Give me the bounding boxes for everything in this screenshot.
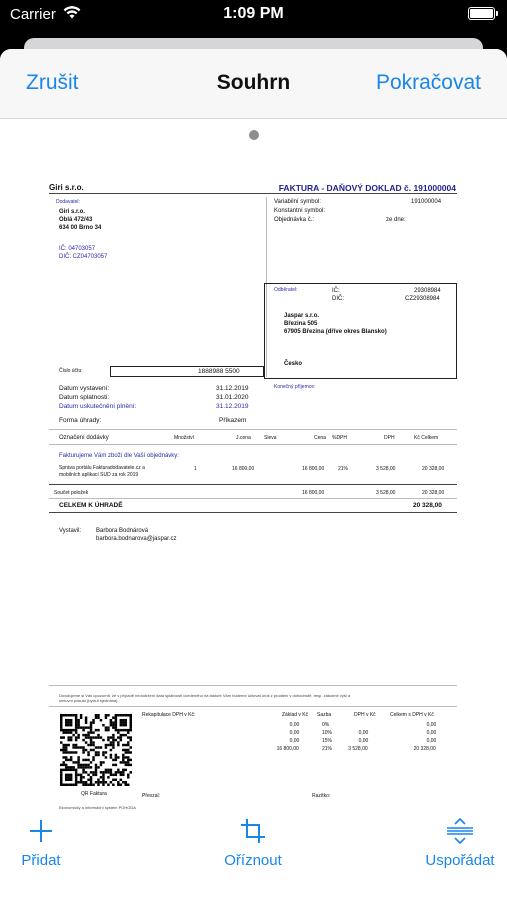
vat-recap-header: Základ v Kč	[282, 712, 309, 718]
crop-icon	[213, 818, 293, 848]
customer-ic: 29308984	[414, 288, 441, 294]
vat-recap-cell: 16 800,00	[276, 746, 299, 752]
col-vat: DPH	[384, 435, 395, 441]
supplier-city: 634 00 Brno 34	[59, 225, 102, 231]
issued-by-name: Barbora Bodnárová	[96, 528, 149, 534]
vat-recap-cell: 15%	[322, 738, 333, 744]
issue-date-label: Datum vystavení:	[59, 385, 110, 392]
crop-label: Oříznout	[224, 852, 282, 869]
item-total: 20 328,00	[422, 466, 445, 472]
vat-recap-cell: 3 528,00	[348, 746, 368, 752]
sum-total: 20 328,00	[422, 490, 445, 496]
constant-symbol-label: Konstantní symbol:	[274, 208, 326, 214]
vat-recap-cell: 0,00	[289, 722, 300, 728]
issued-by-label: Vystavil:	[59, 528, 82, 534]
supplier-ic: IČ: 04703057	[59, 246, 96, 252]
notice-line-1: Dovolujeme si Vás upozornit, že v případě nedodržení data splatnosti uvedeného na faktuře Vám budeme účtovat úrok z prodlení v dohodnuté, resp. zákonné výši a	[59, 693, 351, 698]
col-vat-rate: %DPH	[332, 435, 348, 441]
col-price: Cena	[314, 435, 326, 441]
qr-label: QR Faktura	[81, 791, 107, 797]
footer-system-name: Ekonomický a informační systém POHODA	[59, 805, 136, 810]
col-discount: Sleva	[264, 435, 277, 441]
col-item: Označení dodávky	[59, 435, 109, 441]
scanned-invoice-page[interactable]	[46, 179, 460, 810]
add-page-label: Přidat	[21, 852, 61, 869]
page-indicator[interactable]	[249, 130, 259, 140]
accepted-by-label: Převzal:	[142, 793, 161, 799]
taxable-date-label: Datum uskutečnění plnění:	[59, 403, 137, 410]
grand-total-label: CELKEM K ÚHRADĚ	[59, 502, 123, 509]
vat-recap-cell: 0,00	[426, 738, 437, 744]
qr-code-image	[60, 714, 132, 786]
customer-label: Odběratel:	[274, 287, 298, 293]
issued-by-email: barbora.bodnarova@jaspar.cz	[96, 536, 177, 542]
customer-country: Česko	[284, 361, 303, 367]
battery-icon	[468, 7, 495, 20]
supplier-label: Dodavatel:	[56, 199, 80, 205]
vat-recap-cell: 10%	[322, 730, 333, 736]
customer-dic: CZ29308984	[405, 296, 440, 302]
stamp-label: Razítko:	[312, 793, 331, 799]
arrange-label: Uspořádat	[425, 852, 495, 869]
sum-price: 16 800,00	[302, 490, 325, 496]
supplier-name: Giri s.r.o.	[59, 209, 86, 215]
vat-recap-label: Rekapitulace DPH v Kč:	[142, 712, 196, 718]
vat-recap-header: DPH v Kč	[354, 712, 376, 718]
item-qty: 1	[194, 466, 197, 472]
notice-line-2: smluvní pokutu (byla-li sjednána).	[59, 698, 119, 703]
due-date: 31.01.2020	[216, 394, 249, 401]
continue-button[interactable]: Pokračovat	[375, 71, 481, 94]
customer-name: Jaspar s.r.o.	[284, 313, 320, 319]
customer-street: Březina 505	[284, 321, 318, 327]
vat-recap-header: Celkem s DPH v Kč	[390, 712, 434, 718]
supplier-street: Oblá 472/43	[59, 217, 93, 223]
status-bar	[0, 0, 507, 30]
col-qty: Množství	[174, 435, 195, 441]
vat-recap-cell: 0%	[322, 722, 330, 728]
invoice-title: FAKTURA - DAŇOVÝ DOKLAD č. 191000004	[278, 183, 456, 193]
item-vat-rate: 21%	[338, 466, 349, 472]
invoice-company: Giri s.r.o.	[49, 183, 84, 192]
issue-date: 31.12.2019	[216, 385, 249, 392]
vat-recap-cell: 0,00	[358, 730, 369, 736]
order-date-label: ze dne:	[386, 217, 406, 223]
taxable-date: 31.12.2019	[216, 403, 249, 410]
item-price: 16 800,00	[302, 466, 325, 472]
variable-symbol-label: Variabilní symbol:	[274, 199, 321, 205]
variable-symbol-value: 191000004	[411, 199, 442, 205]
bottom-toolbar	[0, 810, 507, 900]
grand-total-value: 20 328,00	[413, 502, 442, 509]
order-label: Objednávka č.:	[274, 217, 315, 223]
payment-label: Forma úhrady:	[59, 417, 102, 424]
intro-line: Fakturujeme Vám zboží dle Vaší objednávky:	[59, 453, 179, 459]
item-vat: 3 528,00	[376, 466, 396, 472]
customer-ic-label: IČ:	[332, 288, 340, 294]
supplier-dic: DIČ: CZ04703057	[59, 254, 108, 260]
vat-recap-cell: 0,00	[426, 730, 437, 736]
carrier-label: Carrier	[10, 6, 56, 23]
customer-city: 67905 Březina (dříve okres Blansko)	[284, 329, 387, 335]
navigation-bar	[0, 49, 507, 119]
customer-dic-label: DIČ:	[332, 296, 344, 302]
arrange-icon	[418, 818, 502, 848]
item-text-1: Správa portálu Fakturadodavatele.cz a	[59, 465, 145, 471]
vat-recap-cell: 0,00	[289, 738, 300, 744]
vat-recap-cell: 21%	[322, 746, 333, 752]
sum-label: Součet položek	[54, 490, 89, 496]
summary-sheet	[0, 49, 507, 900]
cancel-button[interactable]: Zrušit	[26, 71, 79, 94]
vat-recap-cell: 0,00	[289, 730, 300, 736]
vat-recap-cell: 0,00	[426, 722, 437, 728]
account-label: Číslo účtu:	[59, 368, 83, 374]
plus-icon	[18, 818, 64, 848]
col-total: Kč Celkem	[414, 435, 439, 441]
vat-recap-cell: 0,00	[358, 738, 369, 744]
clock: 1:09 PM	[223, 5, 284, 22]
vat-recap-header: Sazba	[317, 712, 332, 718]
item-unit-price: 16 800,00	[232, 466, 255, 472]
page-title: Souhrn	[216, 71, 291, 94]
payment-value: Příkazem	[219, 417, 247, 424]
col-unit-price: J.cena	[236, 435, 251, 441]
arrange-button[interactable]	[418, 818, 502, 869]
final-recipient-label: Konečný příjemce:	[274, 384, 316, 390]
add-page-button[interactable]	[18, 818, 64, 869]
item-text-2: mobilních aplikací SUD za rok 2019	[59, 472, 139, 478]
account-value: 1888988 5500	[198, 368, 240, 375]
crop-button[interactable]	[213, 818, 293, 869]
vat-recap-cell: 20 328,00	[413, 746, 436, 752]
due-date-label: Datum splatnosti:	[59, 394, 110, 401]
sum-vat: 3 528,00	[376, 490, 396, 496]
